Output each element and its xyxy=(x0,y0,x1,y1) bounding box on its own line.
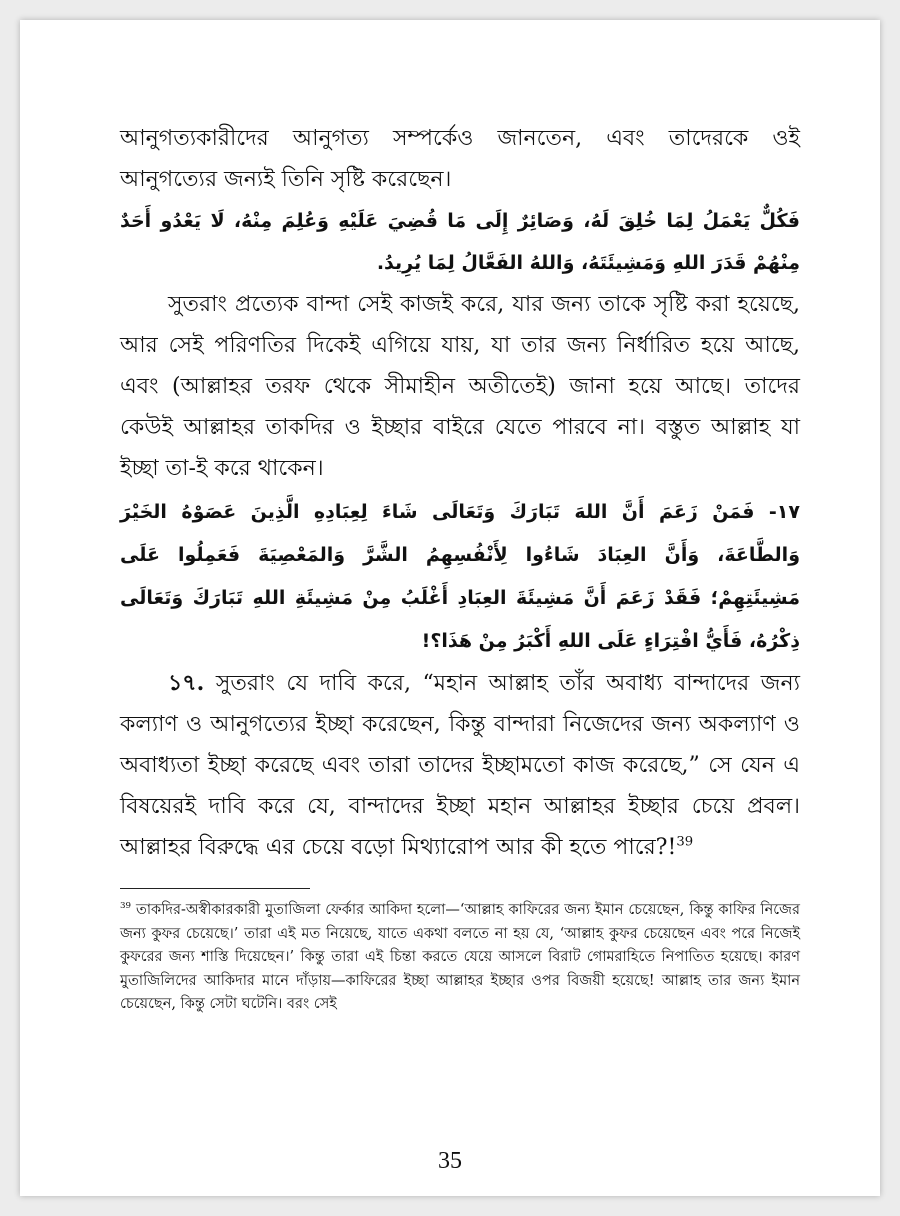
footnote-text: তাকদির-অস্বীকারকারী মুতাজিলা ফের্কার আকিদা হলো—‘আল্লাহ কাফিরের জন্য ইমান চেয়েছেন, কিন্তু কাফির নিজের জন্য কুফর চেয়েছে।’ তারা এই মত নিয়েছে, যাতে একথা বলতে না হয় যে, ‘আল্লাহ কুফর চেয়েছেন এবং পরে নিজেই কুফরের জন্য শাস্তি দিয়েছেন।’ কিন্তু তারা এই চিন্তা করতে যেয়ে আসলে বিরাট গোমরাহিতে নিপাতিত হয়েছে। কারণ মুতাজিলিদের আকিদার মানে দাঁড়ায়—কাফিরের ইচ্ছা আল্লাহর ইচ্ছার ওপর বিজয়ী হয়েছে! আল্লাহ তার জন্য ইমান চেয়েছেন, কিন্তু সেটা ঘটেনি। বরং সেই xyxy=(120,902,800,1012)
arabic-text-2: ١٧- فَمَنْ زَعَمَ أَنَّ اللهَ تَبَارَكَ وَتَعَالَى شَاءَ لِعِبَادِهِ الَّذِينَ عَصَوْهُ الخَيْرَ وَالطَّاعَةَ، وَأَنَّ العِبَادَ شَاءُوا لِأَنْفُسِهِمُ الشَّرَّ وَالمَعْصِيَةَ فَعَمِلُوا عَلَى مَشِيئَتِهِمْ؛ فَقَدْ زَعَمَ أَنَّ مَشِيئَةَ العِبَادِ أَغْلَبُ مِنْ مَشِيئَةِ اللهِ تَبَارَكَ وَتَعَالَى ذِكْرُهُ، فَأَيُّ افْتِرَاءٍ عَلَى اللهِ أَكْبَرُ مِنْ هَذَا؟! xyxy=(120,501,800,652)
footnote-divider xyxy=(120,888,310,889)
page-body xyxy=(120,118,800,1017)
paragraph-number: ১৭. xyxy=(168,670,205,696)
translation-paragraph-1: সুতরাং প্রত্যেক বান্দা সেই কাজই করে, যার জন্য তাকে সৃষ্টি করা হয়েছে, আর সেই পরিণতির দিকেই এগিয়ে যায়, যা তার জন্য নির্ধারিত হয়ে আছে, এবং (আল্লাহর তরফ থেকে সীমাহীন অতীতেই) জানা হয়ে আছে। তাদের কেউই আল্লাহর তাকদির ও ইচ্ছার বাইরে যেতে পারবে না। বস্তুত আল্লাহ যা ইচ্ছা তা-ই করে থাকেন। xyxy=(120,292,800,481)
footnote-number: 39 xyxy=(120,901,132,912)
footnote xyxy=(120,899,800,1017)
footnote-reference[interactable]: 39 xyxy=(676,834,694,850)
paragraph-17-text: সুতরাং যে দাবি করে, “মহান আল্লাহ তাঁর অবাধ্য বান্দাদের জন্য কল্যাণ ও আনুগত্যের ইচ্ছা করেছেন, কিন্তু বান্দারা নিজেদের জন্য অকল্যাণ ও অবাধ্যতা ইচ্ছা করেছে এবং তারা তাদের ইচ্ছামতো কাজ করেছে,” সে যেন এ বিষয়েরই দাবি করে যে, বান্দাদের ইচ্ছা মহান আল্লাহর ইচ্ছার চেয়ে প্রবল। আল্লাহর বিরুদ্ধে এর চেয়ে বড়ো মিথ্যারোপ আর কী হতে পারে?! xyxy=(120,671,800,860)
page-number: 35 xyxy=(438,1148,462,1174)
paragraph-17 xyxy=(120,663,800,868)
intro-paragraph: আনুগত্যকারীদের আনুগত্য সম্পর্কেও জানতেন, এবং তাদেরকে ওই আনুগত্যের জন্যই তিনি সৃষ্টি করেছেন। xyxy=(120,126,800,192)
book-page xyxy=(20,20,880,1196)
arabic-text-1: فَكُلٌّ يَعْمَلُ لِمَا خُلِقَ لَهُ، وَصَائِرٌ إِلَى مَا قُضِيَ عَلَيْهِ وَعُلِمَ مِنْهُ، لَا يَعْدُو أَحَدٌ مِنْهُمْ قَدَرَ اللهِ وَمَشِيئَتَهُ، وَاللهُ الفَعَّالُ لِمَا يُرِيدُ. xyxy=(120,210,800,274)
